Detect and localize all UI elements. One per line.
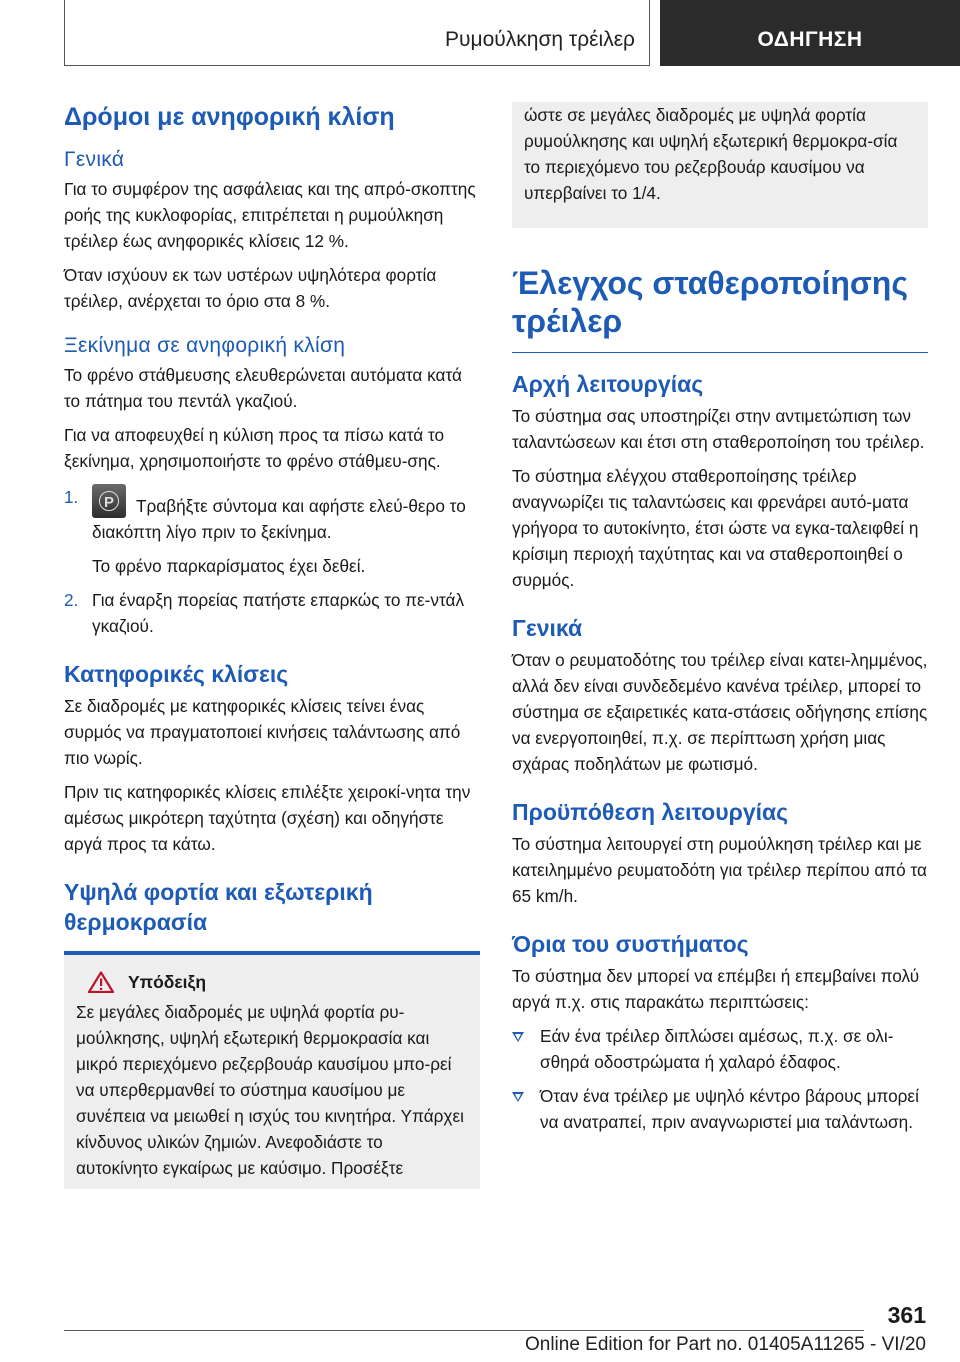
list-item-text: Εάν ένα τρέιλερ διπλώσει αμέσως, π.χ. σε ολι-σθηρά οδοστρώματα ή χαλαρό έδαφος. [540,1026,894,1072]
list-item [512,1023,928,1075]
step-item [64,484,480,579]
start-steps [64,484,480,639]
footer-rule [64,1330,864,1331]
limits-heading: Όρια του συστήματος [512,931,749,957]
note-box [64,955,480,1189]
downhill-paragraph-2: Πριν τις κατηφορικές κλίσεις επιλέξτε χειροκί-νητα την αμέσως μικρότερη ταχύτητα (σχέση) και οδηγήστε αργά προς τα κάτω. [64,782,471,854]
header-section-box [64,0,650,66]
heat-heading: Υψηλά φορτία και εξωτερική θερμοκρασία [64,879,373,935]
step-result: Το φρένο παρκαρίσματος έχει δεθεί. [92,556,366,576]
note-continued-text: ώστε σε μεγάλες διαδρομές με υψηλά φορτία ρυμούλκησης και υψηλή εξωτερική θερμοκρα-σία το περιεχόμενο του ρεζερβουάρ καυσίμου να υπερβαίνει το 1/4. [524,105,898,203]
step-number: 2. [64,590,79,610]
limits-list [512,1023,928,1135]
general-heading-right: Γενικά [512,615,583,641]
limits-paragraph: Το σύστημα δεν μπορεί να επέμβει ή επεμβαίνει πολύ αργά π.χ. στις παρακάτω περιπτώσεις: [512,966,920,1012]
right-column [512,102,928,1143]
list-item-text: Όταν ένα τρέιλερ με υψηλό κέντρο βάρους μπορεί να ανατραπεί, πριν αναγνωριστεί μια ταλάντωση. [540,1086,919,1132]
downhill-heading: Κατηφορικές κλίσεις [64,661,289,687]
start-paragraph-1: Το φρένο στάθμευσης ελευθερώνεται αυτόματα κατά το πάτημα του πεντάλ γκαζιού. [64,365,462,411]
title-rule [512,352,928,353]
step-number: 1. [64,487,79,507]
general-paragraph-2: Όταν ισχύουν εκ των υστέρων υψηλότερα φορτία τρέιλερ, ανέρχεται το όριο στα 8 %. [64,265,437,311]
note-title-text: Υπόδειξη [128,971,207,992]
step-item [64,587,480,639]
warning-icon [88,971,114,993]
section-title-large: Έλεγχος σταθεροποίησης τρέιλερ [512,265,908,339]
header-chapter-tab: ΟΔΗΓΗΣΗ [660,0,960,66]
step-text: Τραβήξτε σύντομα και αφήστε ελεύ-θερο το διακόπτη λίγο πριν το ξεκίνημα. [92,496,466,542]
parking-brake-icon [92,484,126,518]
step-text: Για έναρξη πορείας πατήστε επαρκώς το πε-ντάλ γκαζιού. [92,590,465,636]
start-paragraph-2: Για να αποφευχθεί η κύλιση προς τα πίσω κατά το ξεκίνημα, χρησιμοποιήστε το φρένο στάθμευ-σης. [64,425,445,471]
bullet-triangle-icon [512,1032,524,1042]
header-section-title: Ρυμούλκηση τρέιλερ [445,28,635,51]
general-paragraph-1: Για το συμφέρον της ασφάλειας και της απρό-σκοπτης ροής της κυκλοφορίας, επιτρέπεται η ρυμούλκηση τρέιλερ έως ανηφορικές κλίσεις 12 %. [64,179,476,251]
principle-paragraph-2: Το σύστημα ελέγχου σταθεροποίησης τρέιλερ αναγνωρίζει τις ταλαντώσεις και φρενάρει αυτό-ματα γρήγορα το αυτοκίνητο, έτσι ώστε να εγκα-ταλειφθεί η κρίσιμη περιοχή ταχύτητας και να σταθεροποιηθεί ο συρμός. [512,466,919,590]
note-box-continued [512,102,928,228]
page-header [0,0,960,66]
note-text: Σε μεγάλες διαδρομές με υψηλά φορτία ρυ-μούλκησης, υψηλή εξωτερική θερμοκρασία και μικρό περιεχόμενο ρεζερβουάρ καυσίμου μπο-ρεί να υπερθερμανθεί το σύστημα καυσίμου με συνέπεια να μειωθεί η ισχύς του κινητήρα. Υπάρχει κίνδυνος υλικών ζημιών. Ανεφοδιάστε το αυτοκίνητο εγκαίρως με καύσιμο. Προσέξτε [76,1002,464,1178]
requirement-paragraph: Το σύστημα λειτουργεί στη ρυμούλκηση τρέιλερ και με κατειλημμένο ρευματοδότη για τρέιλερ περίπου από τα 65 km/h. [512,834,927,906]
footer-edition: Online Edition for Part no. 01405A11265 - VI/20 [524,1334,926,1355]
principle-paragraph-1: Το σύστημα σας υποστηρίζει στην αντιμετώπιση των ταλαντώσεων και έτσι στη σταθεροποίηση του τρέιλερ. [512,406,925,452]
general-heading: Γενικά [64,148,125,171]
left-column [64,102,480,1189]
note-title [76,971,468,993]
start-heading: Ξεκίνημα σε ανηφορική κλίση [64,334,346,357]
section-title: Δρόμοι με ανηφορική κλίση [64,103,395,131]
general-paragraph-right: Όταν ο ρευματοδότης του τρέιλερ είναι κατει-λημμένος, αλλά δεν είναι συνδεδεμένο κανένα τρέιλερ, μπορεί το σύστημα σε εξαιρετικές κατα-στάσεις οδήγησης επίσης να ενεργοποιηθεί, π.χ. σε περίπτωση χρήση μιας σχάρας ποδηλάτων με φωτισμό. [512,650,928,774]
principle-heading: Αρχή λειτουργίας [512,371,704,397]
requirement-heading: Προϋπόθεση λειτουργίας [512,799,789,825]
downhill-paragraph-1: Σε διαδρομές με κατηφορικές κλίσεις τείνει ένας συρμός να πραγματοποιεί κινήσεις ταλάντωσης από πιο νωρίς. [64,696,461,768]
bullet-triangle-icon [512,1092,524,1102]
list-item [512,1083,928,1135]
page-number: 361 [887,1302,926,1328]
